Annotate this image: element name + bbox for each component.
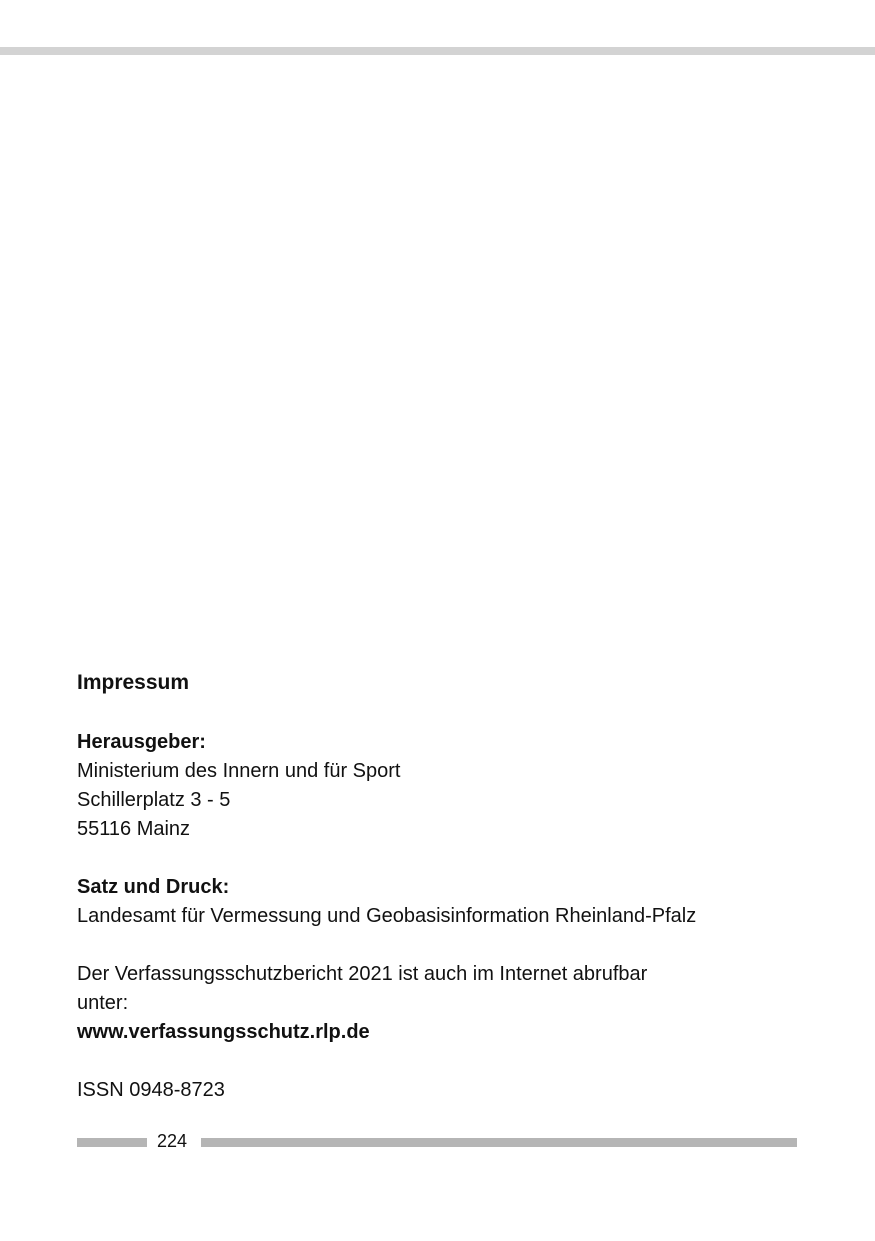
publisher-line: Schillerplatz 3 - 5	[77, 789, 231, 811]
online-block	[77, 960, 797, 1047]
issn-block	[77, 1076, 797, 1105]
publisher-line: 55116 Mainz	[77, 818, 191, 840]
typesetting-text: Landesamt für Vermessung und Geobasisinformation Rheinland-Pfalz	[77, 905, 697, 927]
top-rule	[0, 47, 875, 55]
page-number: 224	[157, 1131, 188, 1151]
online-text: Der Verfassungsschutzbericht 2021 ist auch im Internet abrufbar unter:	[77, 963, 648, 1014]
footer-bar-right	[201, 1138, 797, 1147]
website-link[interactable]: www.verfassungsschutz.rlp.de	[77, 1021, 370, 1043]
footer-bar-left	[77, 1138, 147, 1147]
publisher-label: Herausgeber:	[77, 731, 206, 753]
typesetting-block	[77, 873, 797, 931]
imprint-section	[77, 667, 797, 1134]
issn-text: ISSN 0948-8723	[77, 1079, 225, 1101]
imprint-heading: Impressum	[77, 671, 190, 694]
page-footer	[77, 1129, 797, 1153]
publisher-block	[77, 728, 797, 844]
typesetting-label: Satz und Druck:	[77, 876, 230, 898]
publisher-line: Ministerium des Innern und für Sport	[77, 760, 401, 782]
